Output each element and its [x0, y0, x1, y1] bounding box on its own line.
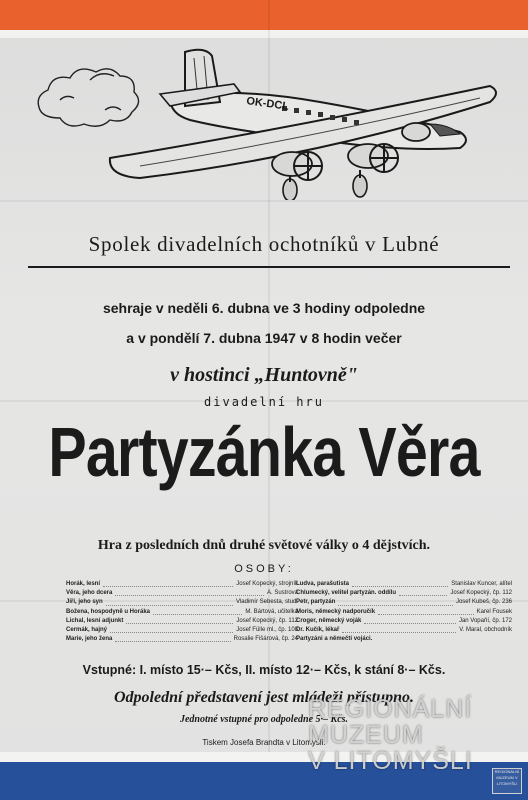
cast-row [296, 626, 512, 635]
play-title: Partyzánka Věra [48, 413, 480, 491]
cast-role: Dr. Kučík, lékař [296, 626, 340, 633]
cast-role: Věra, jeho dcera [66, 590, 113, 597]
cast-actor: V. Maral, obchodník [459, 626, 512, 633]
cast-actor: Karel Fousek [476, 608, 512, 615]
cast-actor: Josef Kopecký, čp. 112 [450, 590, 512, 597]
cast-actor: Rosalie Fišárová, čp. 24 [233, 636, 298, 643]
museum-logo: REGIONÁLNÍ MUZEUM V LITOMYŠLI [492, 768, 522, 794]
fold-line [0, 200, 528, 202]
cast-row [296, 580, 512, 589]
cast-actor: M. Bártová, učitelka [245, 608, 298, 615]
cast-row [296, 608, 512, 617]
cast-actor: Josef Kopecký, strojník [236, 581, 298, 587]
cast-row [66, 580, 298, 589]
top-orange-band [0, 0, 528, 30]
cast-row [296, 617, 512, 626]
cast-heading: OSOBY: [234, 563, 294, 575]
venue: v hostinci „Huntovně" [170, 364, 358, 386]
cast-list-left [66, 580, 298, 644]
cast-row [66, 598, 298, 607]
performance-date-1: sehraje v neděli 6. dubna ve 3 hodiny odpoledne [102, 300, 426, 316]
cast-role: Chlumecký, velitel partyzán. oddílu [296, 590, 397, 597]
cast-row [296, 589, 512, 598]
cast-row [296, 598, 512, 607]
museum-watermark [308, 696, 484, 774]
cast-role: Božena, hospodyně u Horáka [66, 608, 151, 615]
cast-actor: Jan Vopaňí, čp. 172 [458, 617, 512, 624]
cast-role: Moris, německý nadporučík [296, 608, 376, 615]
cast-row [66, 617, 298, 626]
cast-role: Jiří, jeho syn [66, 599, 103, 606]
underline-rule [28, 266, 510, 268]
cast-role: Ludva, parašutista [296, 581, 350, 587]
plane-registration: OK-DCL [245, 95, 290, 113]
cast-role: Partyzáni a němečtí vojáci. [296, 636, 373, 643]
cast-role: Marie, jeho žena [66, 636, 113, 643]
watermark-line: REGIONÁLNÍ [308, 695, 473, 723]
cast-actor: A. Šustrová [266, 590, 298, 597]
society-name: Spolek divadelních ochotníků v Lubné [88, 232, 440, 256]
ticket-prices: Vstupné: I. místo 15·– Kčs, II. místo 12·– Kčs, k stání 8·– Kčs. [82, 663, 446, 677]
afternoon-notice: Odpolední představení jest mládeži přístupno. [113, 689, 414, 706]
cast-role: Horák, lesní [66, 581, 101, 587]
airplane-illustration [20, 40, 510, 200]
cast-row [66, 626, 298, 635]
cast-actor: Josef Kopecký, čp. 112 [236, 617, 298, 624]
play-label: divadelní hru [204, 395, 324, 409]
cast-actor: Stanislav Kuncer, alítel [451, 581, 512, 587]
performance-date-2: a v pondělí 7. dubna 1947 v 8 hodin večer [126, 330, 402, 346]
watermark-line: MUZEUM [308, 721, 424, 749]
printer-credit: Tiskem Josefa Brandta v Litomyšli. [202, 738, 326, 747]
cast-role: Petr, partyzán [296, 599, 336, 606]
cast-actor: Josef Fülle ml., čp. 108 [236, 626, 298, 633]
watermark-line: V LITOMYŠLI [308, 747, 473, 775]
cast-role: Lichal, lesní adjunkt [66, 617, 124, 624]
cast-row [66, 608, 298, 617]
cast-row [296, 635, 512, 644]
cast-actor: Vladimír Šebesta, stud. [235, 599, 298, 606]
cast-actor: Josef Kubeš, čp. 236 [455, 599, 512, 606]
cast-role: Čermák, hajný [66, 626, 108, 633]
cast-row [66, 635, 298, 644]
cast-row [66, 589, 298, 598]
cast-role: Croger, německý voják [296, 617, 362, 624]
top-white-band [0, 30, 528, 38]
afternoon-ticket-price: Jednotné vstupné pro odpoledne 5·– Kčs. [179, 714, 349, 725]
play-subtitle: Hra z posledních dnů druhé světové války o 4 dějstvích. [97, 538, 431, 553]
cast-list-right [296, 580, 512, 644]
